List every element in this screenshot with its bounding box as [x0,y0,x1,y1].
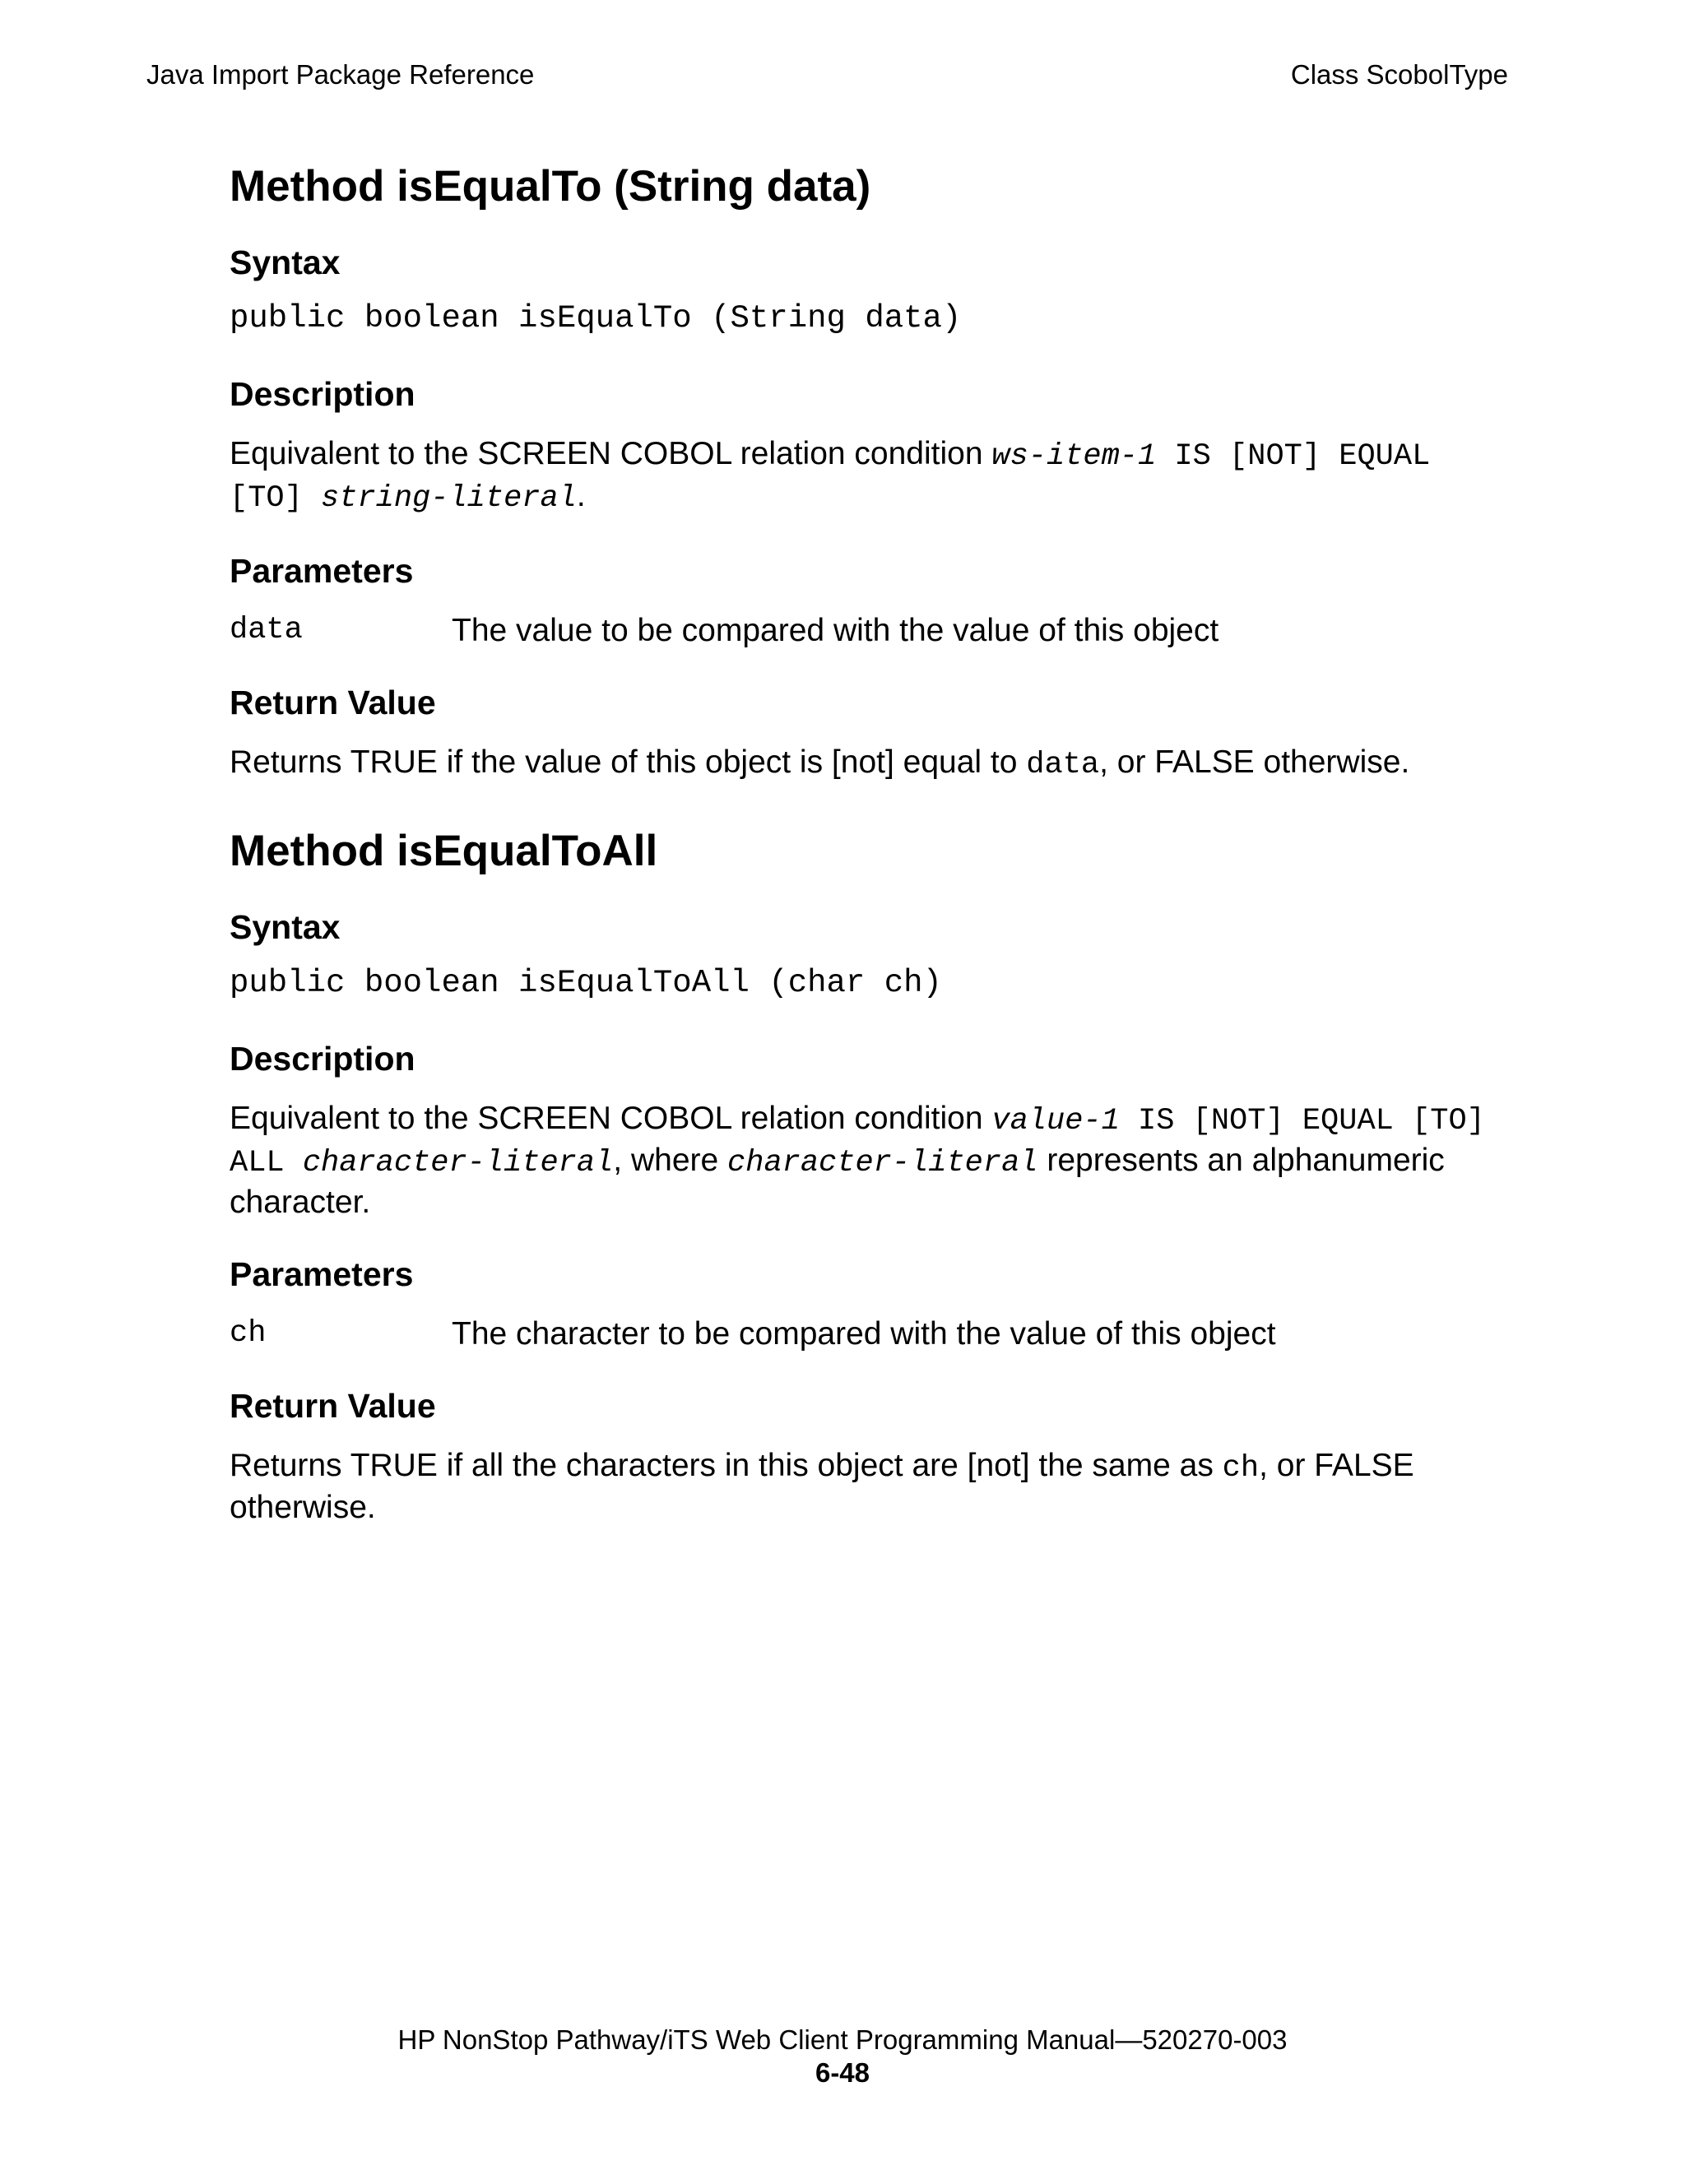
code-term: ws-item-1 [991,439,1157,474]
header-left-title: Java Import Package Reference [146,59,535,90]
header-right-title: Class ScobolType [1290,59,1508,90]
return-text-part: Returns TRUE if all the characters in this object are [not] the same as [230,1448,1223,1483]
description-text-part: , where [613,1143,728,1178]
description-heading: Description [230,1040,415,1078]
code-term: character-literal [727,1146,1038,1180]
description-text-part: . [576,478,586,513]
footer-manual-title: HP NonStop Pathway/iTS Web Client Programming Manual—520270-003 [397,2024,1288,2055]
description-text-part: Equivalent to the SCREEN COBOL relation condition [230,1101,992,1136]
return-text-part: Returns TRUE if the value of this object is [not] equal to [230,744,1027,780]
return-value-heading: Return Value [230,1387,436,1425]
syntax-code: public boolean isEqualTo (String data) [230,300,962,336]
page-content [230,162,1513,1563]
return-text-part: , or FALSE otherwise. [1099,744,1410,780]
parameter-name: data [230,613,303,647]
return-value-text [230,1446,1513,1527]
method-section-isequaltoall [230,829,1513,1527]
description-text-part: represents an alphanumeric character. [230,1143,1445,1220]
description-text [230,434,1513,518]
syntax-heading: Syntax [230,243,341,281]
syntax-heading: Syntax [230,908,341,946]
description-text-part: Equivalent to the SCREEN COBOL relation condition [230,436,992,471]
method-title: Method isEqualTo (String data) [230,162,871,211]
return-value-heading: Return Value [230,684,436,721]
description-text [230,1099,1513,1222]
code-term: value-1 [991,1104,1120,1138]
code-term: character-literal [302,1146,614,1180]
page-number: 6-48 [815,2057,870,2088]
description-heading: Description [230,375,415,413]
running-header [146,59,1508,92]
return-value-text [230,743,1513,785]
code-term: IS [NOT] EQUAL [TO] [230,439,1431,516]
return-text-part: , or FALSE otherwise. [230,1448,1414,1525]
parameter-row [230,1315,1513,1353]
method-title: Method isEqualToAll [230,827,658,875]
code-term: string-literal [321,481,577,516]
parameter-name: ch [230,1316,267,1351]
parameters-heading: Parameters [230,552,414,590]
code-term: ch [1222,1451,1260,1486]
parameters-heading: Parameters [230,1255,414,1293]
code-term: data [1026,748,1100,782]
method-section-isequalto [230,162,1513,785]
syntax-code: public boolean isEqualToAll (char ch) [230,965,942,1001]
page-footer [0,2024,1685,2089]
parameter-description: The character to be compared with the value of this object [452,1316,1276,1352]
parameter-description: The value to be compared with the value of this object [452,613,1219,648]
code-term: IS [NOT] EQUAL [TO] ALL [230,1104,1485,1180]
parameter-row [230,611,1513,650]
